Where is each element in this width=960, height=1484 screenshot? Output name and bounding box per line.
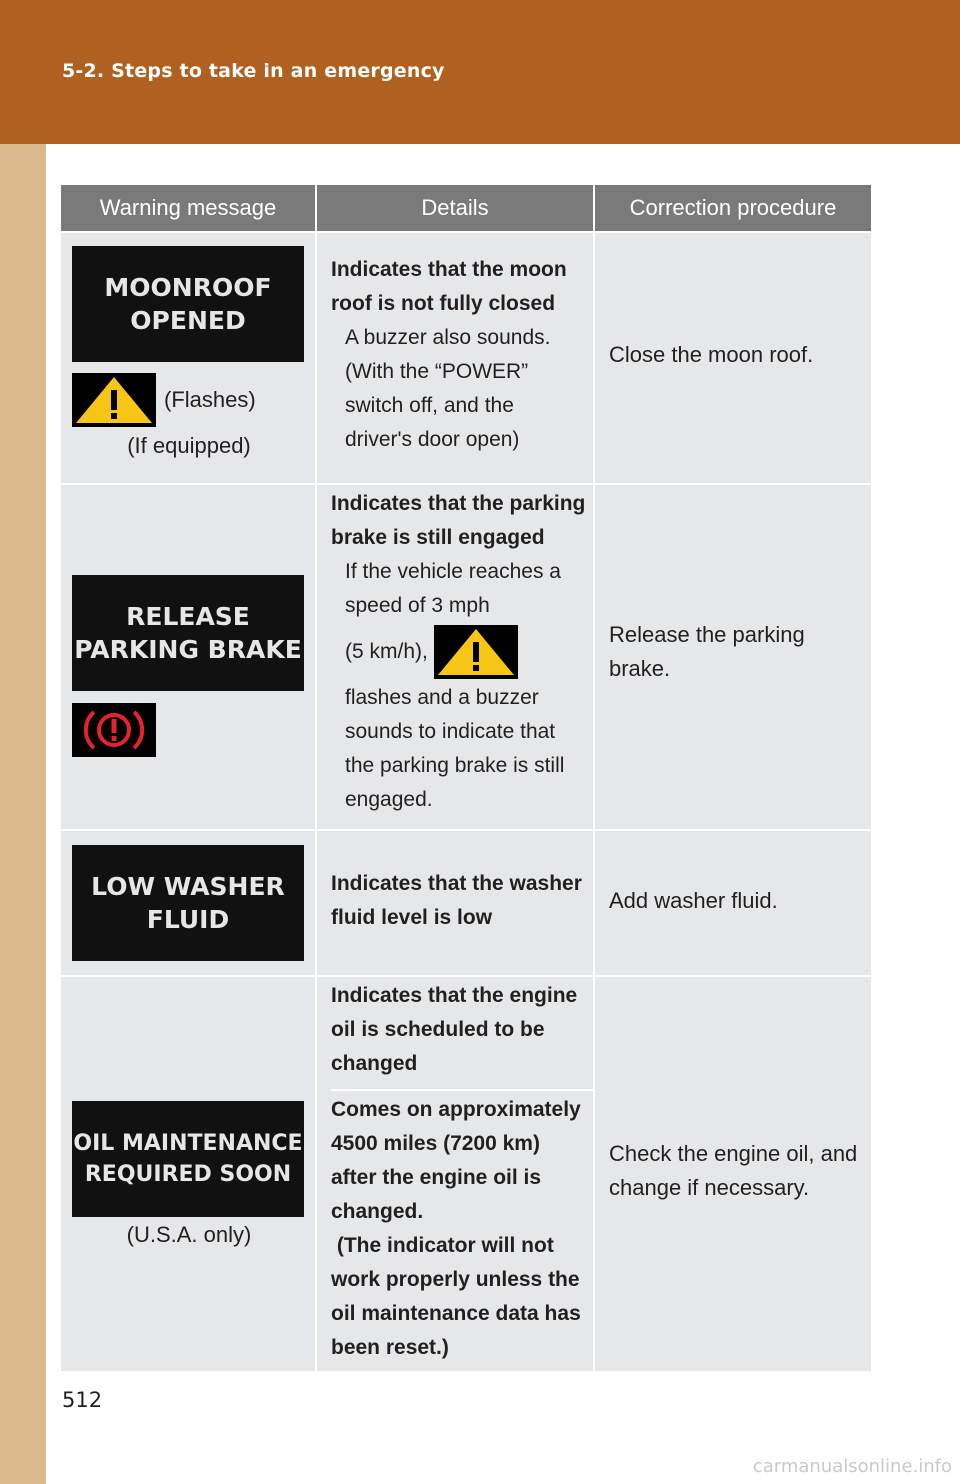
warning-cell: [61, 485, 317, 829]
warning-cell: [61, 831, 317, 975]
master-warning-icon: [434, 625, 518, 679]
page-number: 512: [62, 1388, 103, 1412]
table-row: [61, 975, 871, 1371]
master-warning-icon: [72, 373, 156, 427]
correction-cell: Check the engine oil, and change if necessary.: [609, 1141, 858, 1200]
correction-cell: Close the moon roof.: [609, 342, 814, 367]
section-title: 5-2. Steps to take in an emergency: [62, 60, 445, 82]
header-warning-message: Warning message: [61, 185, 317, 231]
table-row: [61, 829, 871, 975]
details-cell: Indicates that the engine oil is scheduled to be changed Comes on approximately 4500 miles (7200 km) after the engine oil is changed. (The indicator will not work properly unless the oil maintenance data has been reset.): [317, 977, 595, 1371]
table-row: [61, 231, 871, 483]
page-header: [0, 0, 960, 144]
watermark: carmanualsonline.info: [752, 1456, 952, 1477]
correction-cell: Release the parking brake.: [609, 622, 805, 681]
usa-only-note: (U.S.A. only): [126, 1222, 252, 1247]
warning-cell: [61, 233, 317, 483]
correction-cell: Add washer fluid.: [609, 888, 778, 913]
washer-fluid-display: LOW WASHER FLUID: [72, 845, 304, 961]
brake-warning-icon: [72, 703, 156, 757]
parking-brake-display: RELEASE PARKING BRAKE: [72, 575, 304, 691]
if-equipped-note: (If equipped): [127, 433, 251, 458]
flashes-note: (Flashes): [164, 387, 256, 412]
details-cell: Indicates that the parking brake is still engaged If the vehicle reaches a speed of 3 mph (5 km/h), flashes and a buzzer sounds to indicate that the parking brake is still engaged.: [317, 485, 595, 829]
header-details: Details: [317, 185, 595, 231]
header-correction: Correction procedure: [629, 195, 837, 220]
side-strip: [0, 144, 46, 1484]
details-cell: Indicates that the moon roof is not fully closed A buzzer also sounds. (With the “POWER” switch off, and the driver's door open): [317, 233, 595, 483]
table-row: [61, 483, 871, 829]
oil-maintenance-display: OIL MAINTENANCE REQUIRED SOON: [72, 1101, 304, 1217]
warning-table: [61, 185, 871, 1371]
details-cell: Indicates that the washer fluid level is low: [317, 831, 595, 975]
table-header: [61, 185, 871, 231]
warning-cell: [61, 977, 317, 1371]
moonroof-display: MOONROOF OPENED: [72, 246, 304, 362]
